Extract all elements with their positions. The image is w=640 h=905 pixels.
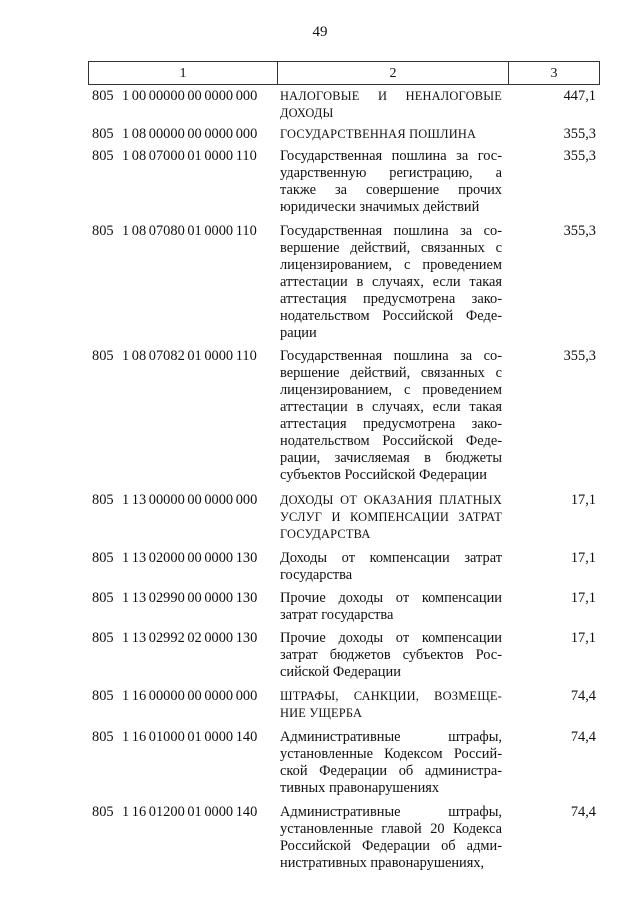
name-line: Административные штрафы,	[280, 804, 502, 820]
row-name-cell	[276, 590, 506, 624]
table-row	[88, 804, 600, 872]
name-line: вершение действий, связанных с	[280, 240, 502, 256]
admin-code: 805	[92, 126, 114, 142]
budget-classification-code: 1 13 00000 00 0000 000	[122, 492, 258, 508]
row-name-cell	[276, 492, 506, 543]
table-row	[88, 492, 600, 543]
budget-classification-code: 1 08 07082 01 0000 110	[122, 348, 257, 364]
name-line: сийской Федерации	[280, 664, 401, 680]
budget-classification-code: 1 16 01200 01 0000 140	[122, 804, 258, 820]
table-row	[88, 688, 600, 722]
row-code-cell	[88, 630, 276, 681]
name-line: Доходы от компенсации затрат	[280, 550, 502, 566]
name-line: субъектов Российской Федерации	[280, 467, 487, 483]
admin-code: 805	[92, 348, 114, 364]
admin-code: 805	[92, 148, 114, 164]
row-code-cell	[88, 492, 276, 543]
name-line: ГОСУДАРСТВЕННАЯ ПОШЛИНА	[280, 127, 477, 141]
name-line: также за совершение прочих	[280, 182, 502, 198]
row-amount: 447,1	[563, 88, 596, 104]
row-code-cell	[88, 804, 276, 872]
name-line: рации, зачисляемая в бюджеты	[280, 450, 502, 466]
row-name-cell	[276, 126, 506, 143]
budget-classification-code: 1 13 02000 00 0000 130	[122, 550, 258, 566]
row-amount: 17,1	[570, 550, 596, 566]
row-code-cell	[88, 126, 276, 143]
name-line: установленные Кодексом Россий-	[280, 746, 502, 762]
name-line: ударственную регистрацию, а	[280, 165, 502, 181]
header-col-1: 1	[89, 62, 278, 84]
table-row	[88, 729, 600, 797]
name-line: затрат государства	[280, 607, 394, 623]
admin-code: 805	[92, 729, 114, 745]
table-header-row	[88, 61, 600, 85]
row-name-cell	[276, 148, 506, 216]
row-code-cell	[88, 88, 276, 122]
row-amount: 17,1	[570, 630, 596, 646]
name-line: аттестация предусмотрена зако-	[280, 416, 502, 432]
row-amount: 355,3	[563, 223, 596, 239]
budget-classification-code: 1 13 02990 00 0000 130	[122, 590, 258, 606]
row-amount: 17,1	[570, 590, 596, 606]
name-line: нодательством Российской Феде-	[280, 308, 502, 324]
row-code-cell	[88, 590, 276, 624]
name-line: аттестации в случаях, если такая	[280, 399, 502, 415]
row-name-cell	[276, 223, 506, 342]
admin-code: 805	[92, 88, 114, 104]
admin-code: 805	[92, 550, 114, 566]
header-col-3: 3	[550, 65, 558, 81]
name-line: аттестации в случаях, если такая	[280, 274, 502, 290]
admin-code: 805	[92, 492, 114, 508]
name-line: рации	[280, 325, 317, 341]
budget-classification-code: 1 08 07080 01 0000 110	[122, 223, 257, 239]
row-code-cell	[88, 729, 276, 797]
row-code-cell	[88, 550, 276, 584]
name-line: затрат бюджетов субъектов Рос-	[280, 647, 502, 663]
name-line: лицензированием, с проведением	[280, 257, 502, 273]
row-amount: 355,3	[563, 126, 596, 142]
name-line: тивных правонарушениях	[280, 780, 440, 796]
name-line: нистративных правонарушениях,	[280, 855, 485, 871]
table-row	[88, 630, 600, 681]
name-line: Прочие доходы от компенсации	[280, 590, 502, 606]
row-name-cell	[276, 550, 506, 584]
name-line: государства	[280, 567, 353, 583]
name-line: Административные штрафы,	[280, 729, 502, 745]
name-line: УСЛУГ И КОМПЕНСАЦИИ ЗАТРАТ	[280, 510, 502, 524]
page-number: 49	[312, 24, 328, 40]
row-amount: 74,4	[570, 729, 596, 745]
budget-classification-code: 1 16 00000 00 0000 000	[122, 688, 258, 704]
row-amount: 355,3	[563, 348, 596, 364]
name-line: ШТРАФЫ, САНКЦИИ, ВОЗМЕЩЕ-	[280, 689, 502, 703]
admin-code: 805	[92, 590, 114, 606]
name-line: Прочие доходы от компенсации	[280, 630, 502, 646]
table-row	[88, 88, 600, 122]
name-line: ской Федерации об администра-	[280, 763, 502, 779]
budget-classification-code: 1 08 00000 00 0000 000	[122, 126, 258, 142]
table-body	[88, 88, 600, 872]
table-row	[88, 550, 600, 584]
admin-code: 805	[92, 804, 114, 820]
row-name-cell	[276, 630, 506, 681]
name-line: НИЕ УЩЕРБА	[280, 706, 363, 720]
name-line: Российской Федерации об адми-	[280, 838, 502, 854]
row-code-cell	[88, 348, 276, 484]
admin-code: 805	[92, 630, 114, 646]
row-amount: 74,4	[570, 688, 596, 704]
table-row	[88, 148, 600, 216]
row-code-cell	[88, 148, 276, 216]
table-row	[88, 348, 600, 484]
table-row	[88, 126, 600, 143]
table-row	[88, 223, 600, 342]
row-name-cell	[276, 804, 506, 872]
budget-classification-code: 1 13 02992 02 0000 130	[122, 630, 258, 646]
name-line: Государственная пошлина за со-	[280, 223, 502, 239]
budget-classification-code: 1 16 01000 01 0000 140	[122, 729, 258, 745]
row-code-cell	[88, 688, 276, 722]
row-amount: 17,1	[570, 492, 596, 508]
name-line: установленные главой 20 Кодекса	[280, 821, 502, 837]
budget-classification-code: 1 08 07000 01 0000 110	[122, 148, 257, 164]
name-line: нодательством Российской Феде-	[280, 433, 502, 449]
table-row	[88, 590, 600, 624]
admin-code: 805	[92, 688, 114, 704]
name-line: Государственная пошлина за со-	[280, 348, 502, 364]
name-line: ДОХОДЫ	[280, 106, 334, 120]
name-line: лицензированием, с проведением	[280, 382, 502, 398]
row-name-cell	[276, 348, 506, 484]
row-name-cell	[276, 729, 506, 797]
name-line: ГОСУДАРСТВА	[280, 527, 371, 541]
name-line: Государственная пошлина за гос-	[280, 148, 502, 164]
name-line: аттестация предусмотрена зако-	[280, 291, 502, 307]
row-name-cell	[276, 688, 506, 722]
name-line: юридически значимых действий	[280, 199, 480, 215]
row-name-cell	[276, 88, 506, 122]
name-line: НАЛОГОВЫЕ И НЕНАЛОГОВЫЕ	[280, 89, 502, 103]
name-line: ДОХОДЫ ОТ ОКАЗАНИЯ ПЛАТНЫХ	[280, 493, 502, 507]
row-amount: 74,4	[570, 804, 596, 820]
row-code-cell	[88, 223, 276, 342]
row-amount: 355,3	[563, 148, 596, 164]
header-col-2: 2	[278, 62, 509, 84]
name-line: вершение действий, связанных с	[280, 365, 502, 381]
budget-revenue-table	[88, 61, 600, 872]
budget-classification-code: 1 00 00000 00 0000 000	[122, 88, 258, 104]
admin-code: 805	[92, 223, 114, 239]
